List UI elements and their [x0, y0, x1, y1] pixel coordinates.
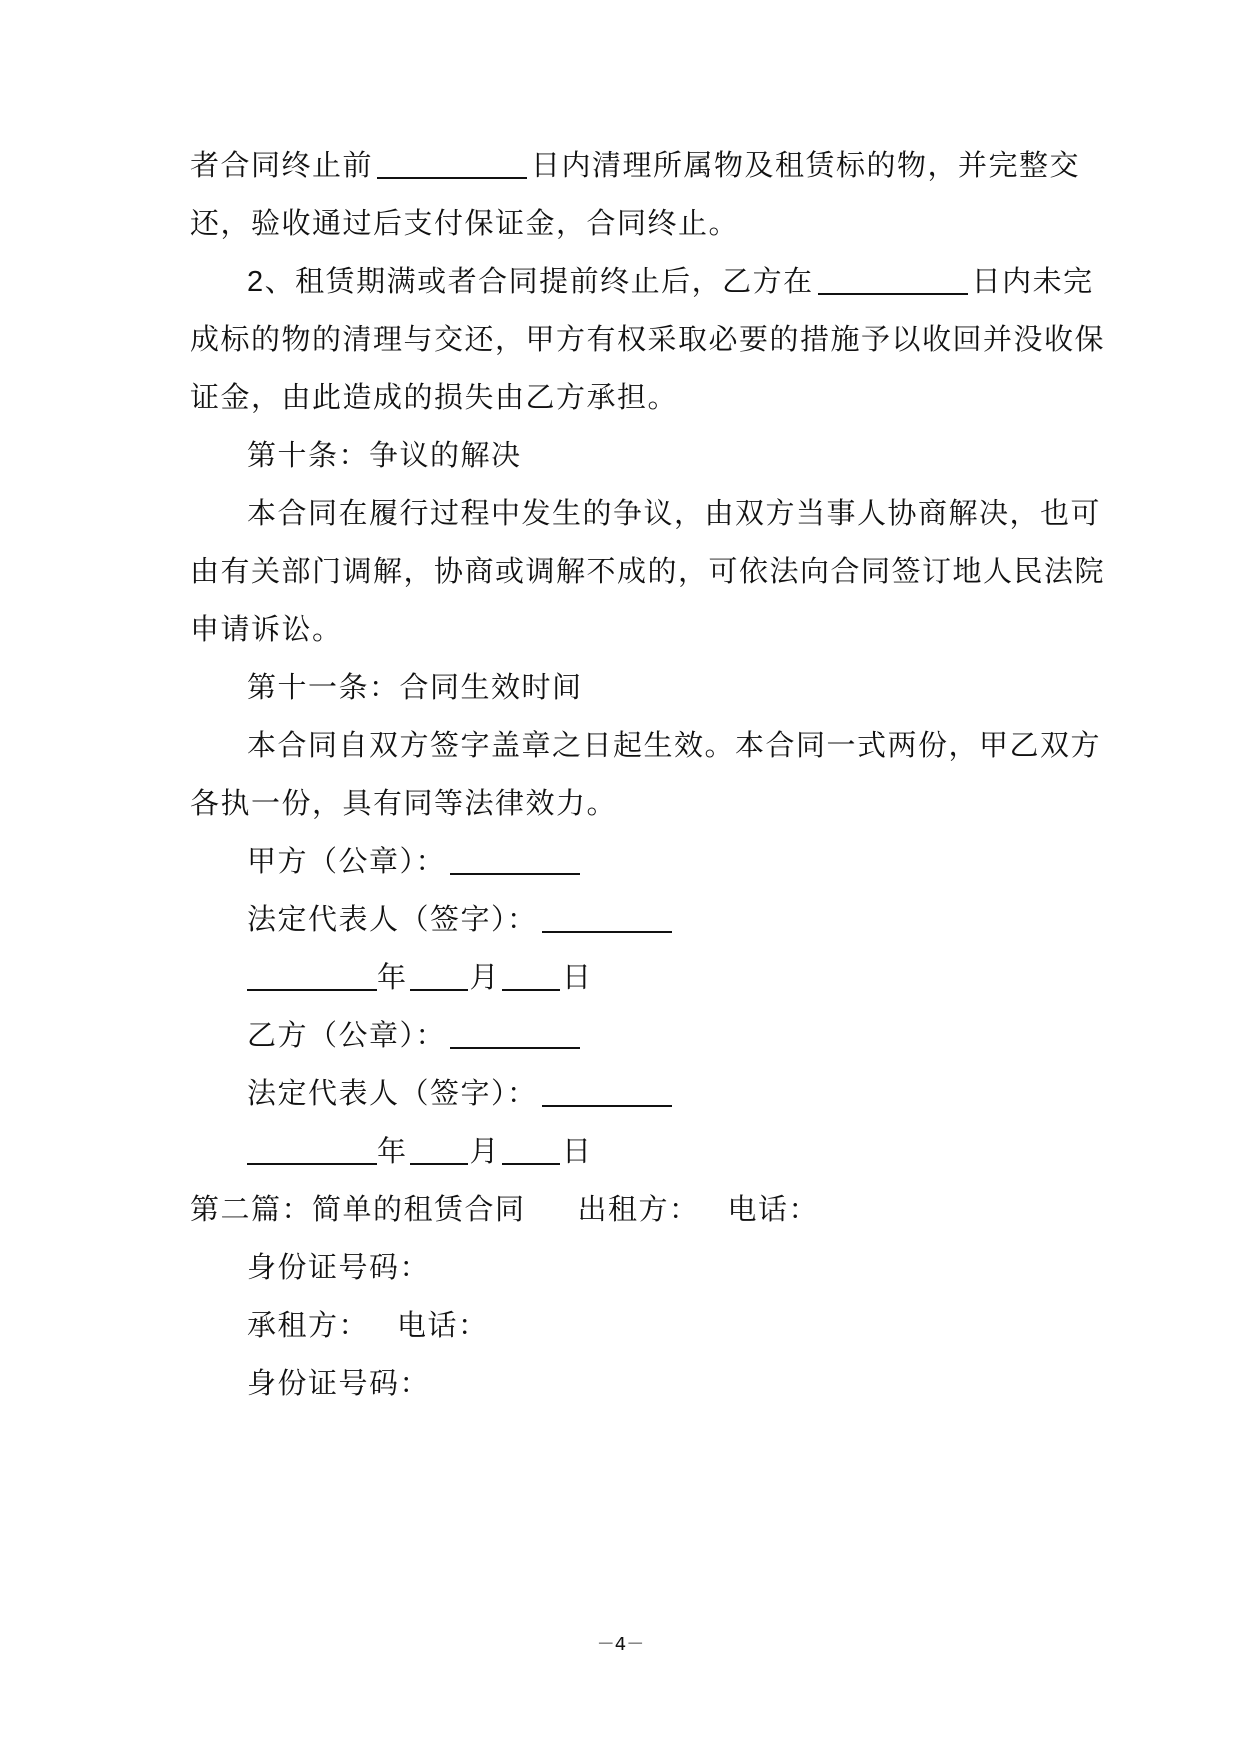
id-label: 身份证号码： [247, 1250, 431, 1284]
signature-line-party-b-seal [247, 1005, 1127, 1065]
paragraph-line [247, 715, 1127, 775]
text: 第十一条：合同生效时间 [247, 670, 583, 704]
lessee-label: 承租方： [247, 1308, 370, 1342]
lessor-id-line [247, 1237, 1127, 1297]
text: 本合同在履行过程中发生的争议，由双方当事人协商解决，也可 [247, 496, 1102, 530]
year-label: 年 [377, 960, 408, 994]
lessee-id-line [247, 1353, 1127, 1413]
text: 第十条：争议的解决 [247, 438, 522, 472]
paragraph-line [190, 193, 1070, 253]
lessee-line [247, 1295, 1127, 1355]
text: 、租赁期满或者合同提前终止后，乙方在 [264, 264, 814, 298]
text: 成标的物的清理与交还，甲方有权采取必要的措施予以收回并没收保 [190, 322, 1106, 356]
fill-in-blank [542, 895, 672, 933]
paragraph-line [190, 367, 1070, 427]
paragraph-line [190, 135, 1081, 195]
year-blank [247, 953, 377, 991]
fill-in-blank [818, 257, 968, 295]
month-blank [410, 953, 468, 991]
paragraph-line [190, 309, 1106, 369]
article-heading [247, 425, 1127, 485]
paragraph-line [247, 483, 1127, 543]
fill-in-blank [450, 837, 580, 875]
day-blank [502, 1127, 560, 1165]
day-blank [502, 953, 560, 991]
id-label: 身份证号码： [247, 1366, 431, 1400]
text: 法定代表人（签字）： [247, 1076, 538, 1110]
day-label: 日 [562, 1134, 593, 1168]
item-number: 2 [247, 266, 265, 298]
month-blank [410, 1127, 468, 1165]
fill-in-blank [377, 141, 527, 179]
text: 证金，由此造成的损失由乙方承担。 [190, 380, 679, 414]
article-heading [247, 657, 1127, 717]
part2-title: 第二篇：简单的租赁合同 [190, 1192, 526, 1226]
text: 甲方（公章）： [247, 844, 447, 878]
signature-line-party-a-rep [247, 889, 1127, 949]
text: 乙方（公章）： [247, 1018, 447, 1052]
paragraph-line [190, 541, 1106, 601]
text: 者合同终止前 [190, 148, 374, 182]
text: 由有关部门调解，协商或调解不成的，可依法向合同签订地人民法院 [190, 554, 1106, 588]
phone-label: 电话： [397, 1308, 489, 1342]
signature-line-party-b-rep [247, 1063, 1127, 1123]
paragraph-line [247, 251, 1127, 311]
paragraph-line [190, 599, 1070, 659]
date-line-party-a [247, 947, 1127, 1007]
paragraph-line [190, 773, 1070, 833]
year-blank [247, 1127, 377, 1165]
fill-in-blank [450, 1011, 580, 1049]
month-label: 月 [469, 1134, 501, 1168]
part2-heading-line [190, 1179, 1070, 1239]
text: 各执一份，具有同等法律效力。 [190, 786, 618, 820]
lessor-label: 出租方： [577, 1192, 700, 1226]
fill-in-blank [542, 1069, 672, 1107]
signature-line-party-a-seal [247, 831, 1127, 891]
phone-label: 电话： [727, 1192, 820, 1226]
month-label: 月 [469, 960, 501, 994]
date-line-party-b [247, 1121, 1127, 1181]
text: 法定代表人（签字）： [247, 902, 538, 936]
text: 还，验收通过后支付保证金，合同终止。 [190, 206, 740, 240]
year-label: 年 [377, 1134, 408, 1168]
text: 本合同自双方签字盖章之日起生效。本合同一式两份，甲乙双方 [247, 728, 1102, 762]
text: 申请诉讼。 [190, 612, 343, 646]
page-number: －4－ [596, 1634, 645, 1655]
day-label: 日 [562, 960, 593, 994]
text: 日内清理所属物及租赁标的物，并完整交 [531, 148, 1081, 182]
text: 日内未完 [971, 264, 1094, 298]
